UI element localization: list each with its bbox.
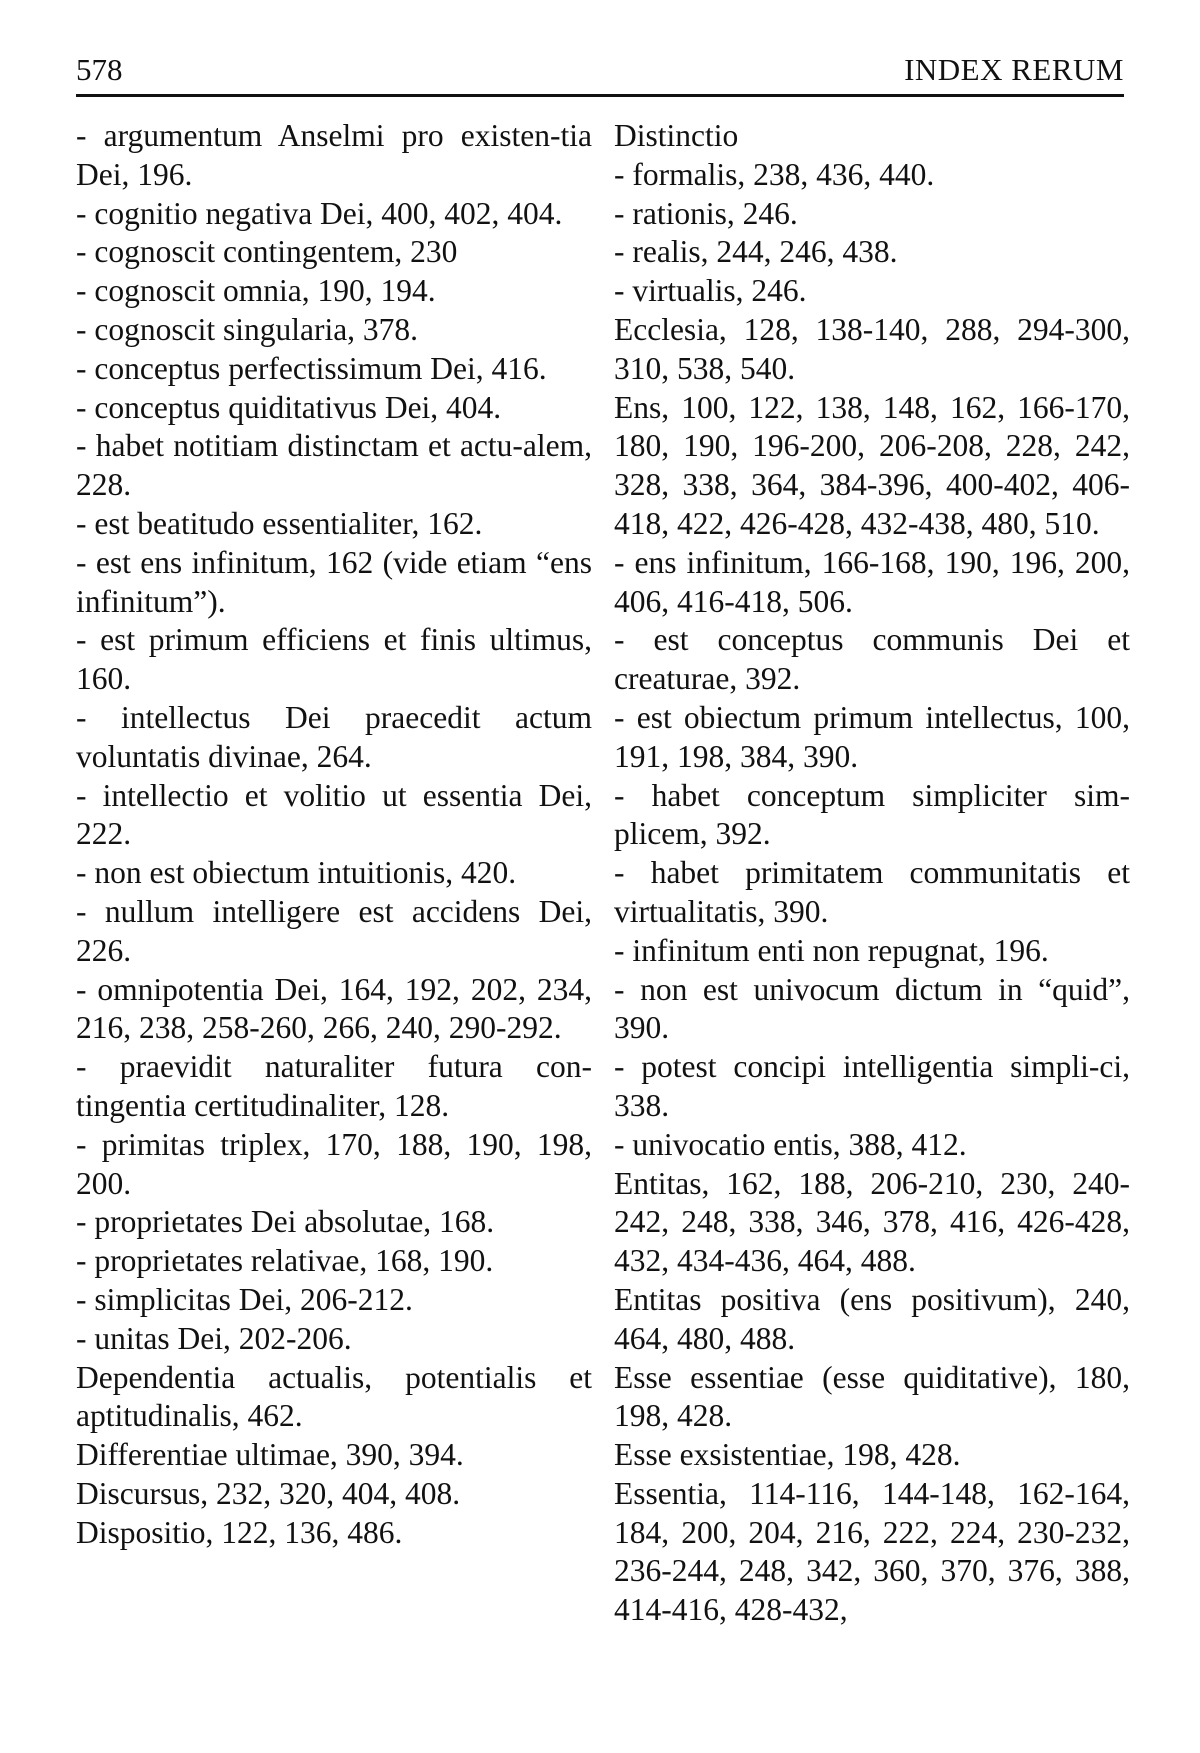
index-entry: - conceptus quiditativus Dei, 404.: [76, 389, 502, 425]
index-entry: - non est univocum dictum in “quid”, 390.: [614, 971, 1130, 1046]
index-entry: - nullum intelligere est accidens Dei, 226.: [76, 893, 592, 968]
index-entry: - non est obiectum intuitionis, 420.: [76, 855, 517, 891]
index-entry: Essentia, 114-116, 144-148, 162-164, 184, 200, 204, 216, 222, 224, 230-232, 236-244, 248, 342, 360, 370, 376, 388, 414-416, 428-432,: [614, 1475, 1130, 1628]
index-entry: - habet primitatem communitatis et virtualitatis, 390.: [614, 855, 1130, 929]
page-header: [76, 48, 1124, 88]
index-entry: - conceptus perfectissimum Dei, 416.: [76, 350, 547, 386]
index-entry: Dispositio, 122, 136, 486.: [76, 1514, 403, 1550]
index-entry: - proprietates Dei absolutae, 168.: [76, 1204, 495, 1240]
index-entry: - rationis, 246.: [614, 195, 798, 231]
index-entry: - virtualis, 246.: [614, 273, 807, 309]
index-entry: - est obiectum primum intellectus, 100, 191, 198, 384, 390.: [614, 699, 1130, 774]
index-entry: - est ens infinitum, 162 (vide etiam “ens infinitum”).: [76, 544, 592, 619]
index-entry: - realis, 244, 246, 438.: [614, 234, 898, 270]
index-entry: - univocatio entis, 388, 412.: [614, 1126, 967, 1162]
index-entry: Differentiae ultimae, 390, 394.: [76, 1437, 464, 1473]
index-entry: - habet notitiam distinctam et actu-alem, 228.: [76, 428, 592, 503]
index-entry: Esse essentiae (esse quiditative), 180, 198, 428.: [614, 1359, 1130, 1434]
index-column-right: [614, 117, 1130, 1630]
index-entry: - infinitum enti non repugnat, 196.: [614, 932, 1049, 968]
index-entry: Ecclesia, 128, 138-140, 288, 294-300, 310, 538, 540.: [614, 311, 1130, 386]
index-entry: - proprietates relativae, 168, 190.: [76, 1243, 494, 1279]
header-rule: [76, 94, 1124, 97]
index-entry: - est primum efficiens et finis ultimus, 160.: [76, 622, 592, 697]
index-entry: - omnipotentia Dei, 164, 192, 202, 234, 216, 238, 258-260, 266, 240, 290-292.: [76, 971, 592, 1046]
index-entry: - cognoscit omnia, 190, 194.: [76, 273, 436, 309]
index-entry: - simplicitas Dei, 206-212.: [76, 1281, 413, 1317]
index-entry: - praevidit naturaliter futura con-tingentia certitudinaliter, 128.: [76, 1049, 592, 1123]
index-entry: - cognoscit singularia, 378.: [76, 311, 419, 347]
index-entry: Entitas positiva (ens positivum), 240, 464, 480, 488.: [614, 1281, 1130, 1356]
index-entry: - habet conceptum simpliciter sim-plicem, 392.: [614, 777, 1130, 852]
index-entry: - est conceptus communis Dei et creaturae, 392.: [614, 622, 1130, 697]
index-entry: Esse exsistentiae, 198, 428.: [614, 1437, 961, 1473]
index-entry: Entitas, 162, 188, 206-210, 230, 240-242, 248, 338, 346, 378, 416, 426-428, 432, 434-436, 464, 488.: [614, 1165, 1130, 1279]
index-entry: - formalis, 238, 436, 440.: [614, 156, 935, 192]
index-entry: Ens, 100, 122, 138, 148, 162, 166-170, 180, 190, 196-200, 206-208, 228, 242, 328, 338, 364, 384-396, 400-402, 406-418, 422, 426-428, 432-438, 480, 510.: [614, 389, 1130, 541]
index-entry: - potest concipi intelligentia simpli-ci, 338.: [614, 1049, 1130, 1123]
index-entry: Discursus, 232, 320, 404, 408.: [76, 1475, 461, 1511]
index-entry: - primitas triplex, 170, 188, 190, 198, 200.: [76, 1126, 592, 1201]
index-entry: - argumentum Anselmi pro existen-tia Dei, 196.: [76, 118, 592, 192]
index-entry: - intellectus Dei praecedit actum voluntatis divinae, 264.: [76, 699, 592, 774]
index-entry: - ens infinitum, 166-168, 190, 196, 200, 406, 416-418, 506.: [614, 544, 1130, 619]
page-number: 578: [76, 52, 123, 87]
index-column-left: [76, 117, 592, 1552]
running-head: INDEX RERUM: [904, 52, 1124, 87]
index-entry: - cognoscit contingentem, 230: [76, 234, 458, 270]
index-entry: - intellectio et volitio ut essentia Dei, 222.: [76, 777, 592, 852]
index-entry: - cognitio negativa Dei, 400, 402, 404.: [76, 195, 563, 231]
index-entry: Distinctio: [614, 118, 739, 153]
index-entry: Dependentia actualis, potentialis et aptitudinalis, 462.: [76, 1359, 592, 1434]
index-entry: - est beatitudo essentialiter, 162.: [76, 505, 483, 541]
index-entry: - unitas Dei, 202-206.: [76, 1320, 352, 1356]
